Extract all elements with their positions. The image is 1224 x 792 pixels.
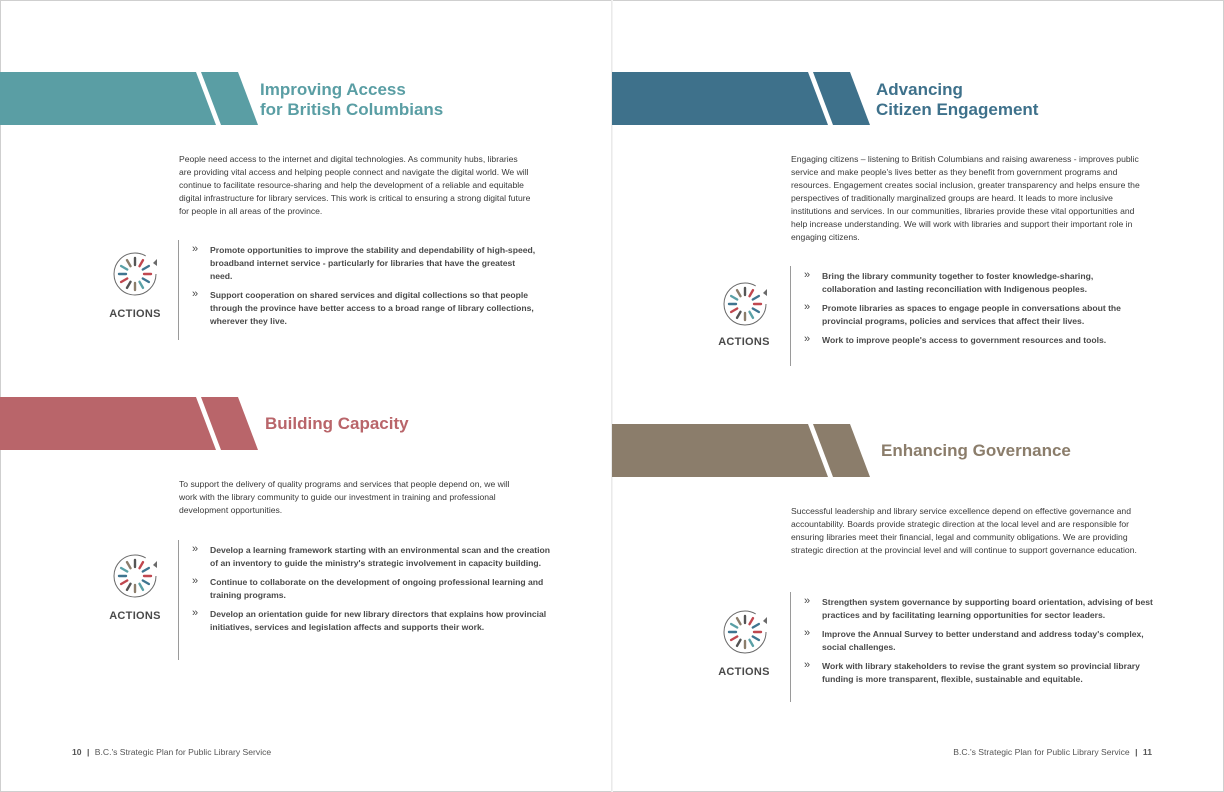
chevron-right-icon: » [804,333,811,345]
strategy-4-banner [612,424,872,477]
strategy-4-action-list [804,596,1164,686]
action-text: Strengthen system governance by supporting board orientation, advising of best practices and by facilitating learning opportunities for sector leaders. [822,597,1153,620]
chevron-right-icon: » [804,301,811,313]
strategy-1-banner [0,72,260,125]
action-text: Support cooperation on shared services and digital collections so that people through the province have better access to a broad range of library collections, wherever they live. [210,290,534,326]
actions-wheel-icon [721,280,769,328]
action-text: Develop an orientation guide for new library directors that explains how provincial initiatives, services and legislation affects and supports their work. [210,609,547,632]
actions-wheel-icon [721,608,769,656]
strategy-4-actions-label: ACTIONS [718,666,770,678]
strategy-1-title-line-2: for British Columbians [260,100,444,119]
strategy-4-title-line-1: Enhancing Governance [881,441,1071,460]
chevron-right-icon: » [192,543,199,555]
strategy-3-header [612,72,1223,125]
list-item [804,270,1149,296]
list-item [192,608,552,634]
strategy-2-banner [0,397,260,450]
action-text: Continue to collaborate on the development of ongoing professional learning and training programs. [210,577,544,600]
strategy-2-actions-label: ACTIONS [109,610,161,622]
list-item [192,289,537,328]
page-number-left: 10 [72,747,82,757]
action-text: Improve the Annual Survey to better understand and address today's complex, social challenges. [822,629,1144,652]
strategy-2-action-list [192,544,552,634]
strategy-1-header [0,72,611,125]
strategy-2-intro: To support the delivery of quality programs and services that people depend on, we will work with the library community to guide our investment in training and professional development opportunities. [179,479,510,515]
strategy-3-actions-label: ACTIONS [718,336,770,348]
chevron-right-icon: » [804,269,811,281]
actions-wheel-icon [111,552,159,600]
chevron-right-icon: » [192,288,199,300]
strategy-1-action-list [192,244,537,328]
action-text: Work with library stakeholders to revise the grant system so provincial library funding is more transparent, flexible, sustainable and equitable. [822,661,1140,684]
strategy-2-title-line-1: Building Capacity [265,414,409,433]
list-item [804,596,1164,622]
strategy-2-actions-rule [178,540,179,660]
actions-wheel-icon [111,250,159,298]
chevron-right-icon: » [192,243,199,255]
chevron-right-icon: » [804,627,811,639]
page-number-right: 11 [1142,747,1152,757]
strategy-2-header [0,397,611,450]
strategy-3-actions-rule [790,266,791,366]
footer-title-left: B.C.'s Strategic Plan for Public Library Service [94,747,272,757]
footer-title-right: B.C.'s Strategic Plan for Public Library Service [953,747,1130,757]
list-item [192,544,552,570]
strategy-4-title [881,441,1071,461]
action-text: Develop a learning framework starting with an environmental scan and the creation of an inventory to guide the ministry's strategic involvement in capacity building. [210,545,551,568]
footer-separator: | [86,747,90,757]
strategy-3-title [876,80,1038,120]
strategy-3-action-list [804,270,1149,347]
strategy-2-title [265,414,409,434]
strategy-3-banner [612,72,872,125]
footer-right [953,747,1152,757]
chevron-right-icon: » [804,659,811,671]
strategy-3-title-line-2: Citizen Engagement [876,100,1039,119]
list-item [192,244,537,283]
strategy-3-title-line-1: Advancing [876,80,963,99]
list-item [192,576,552,602]
chevron-right-icon: » [192,575,199,587]
action-text: Promote opportunities to improve the stability and dependability of high-speed, broadband internet service - particularly for libraries that have the greatest need. [210,245,536,281]
footer-separator: | [1135,747,1138,757]
strategy-1-actions-rule [178,240,179,340]
strategy-1-title [260,80,443,120]
strategy-4-header [612,424,1223,477]
chevron-right-icon: » [192,607,199,619]
strategy-4-actions-rule [790,592,791,702]
action-text: Work to improve people's access to government resources and tools. [822,335,1107,345]
strategy-1-title-line-1: Improving Access [260,80,406,99]
strategy-3-intro: Engaging citizens – listening to British Columbians and raising awareness - improves public service and make people's lives better as they benefit from government programs and resources. Engagement creates social inclusion, greater transparency and helps ensure the perspectives of traditionally marginalized groups are heard. It leads to more inclusive institutions and services. In our communities, libraries provide these vital opportunities and help increase understanding. We will work with libraries and support their important role in engaging citizens. [791,154,1140,242]
list-item [804,628,1164,654]
action-text: Bring the library community together to foster knowledge-sharing, collaboration and lasting reconciliation with Indigenous peoples. [822,271,1094,294]
list-item [804,660,1164,686]
action-text: Promote libraries as spaces to engage people in conversations about the provincial programs, policies and services that affect their lives. [822,303,1121,326]
chevron-right-icon: » [804,595,811,607]
strategy-1-intro: People need access to the internet and digital technologies. As community hubs, libraries are providing vital access and helping people connect and navigate the digital world. We will continue to facilitate resource-sharing and help the development of a reliable and equitable digital infrastructure for library services. This work is critical to ensuring a strong digital future for people in all areas of the province. [179,154,531,216]
list-item [804,302,1149,328]
strategy-4-intro: Successful leadership and library service excellence depend on effective governance and accountability. Boards provide strategic direction at the local level and are responsible for ensuring libraries meet their financial, legal and community obligations. We are providing strategic direction at the provincial level and will continue to support governance education. [791,506,1137,555]
strategy-1-actions-label: ACTIONS [109,308,161,320]
footer-left [72,747,271,757]
list-item [804,334,1149,347]
